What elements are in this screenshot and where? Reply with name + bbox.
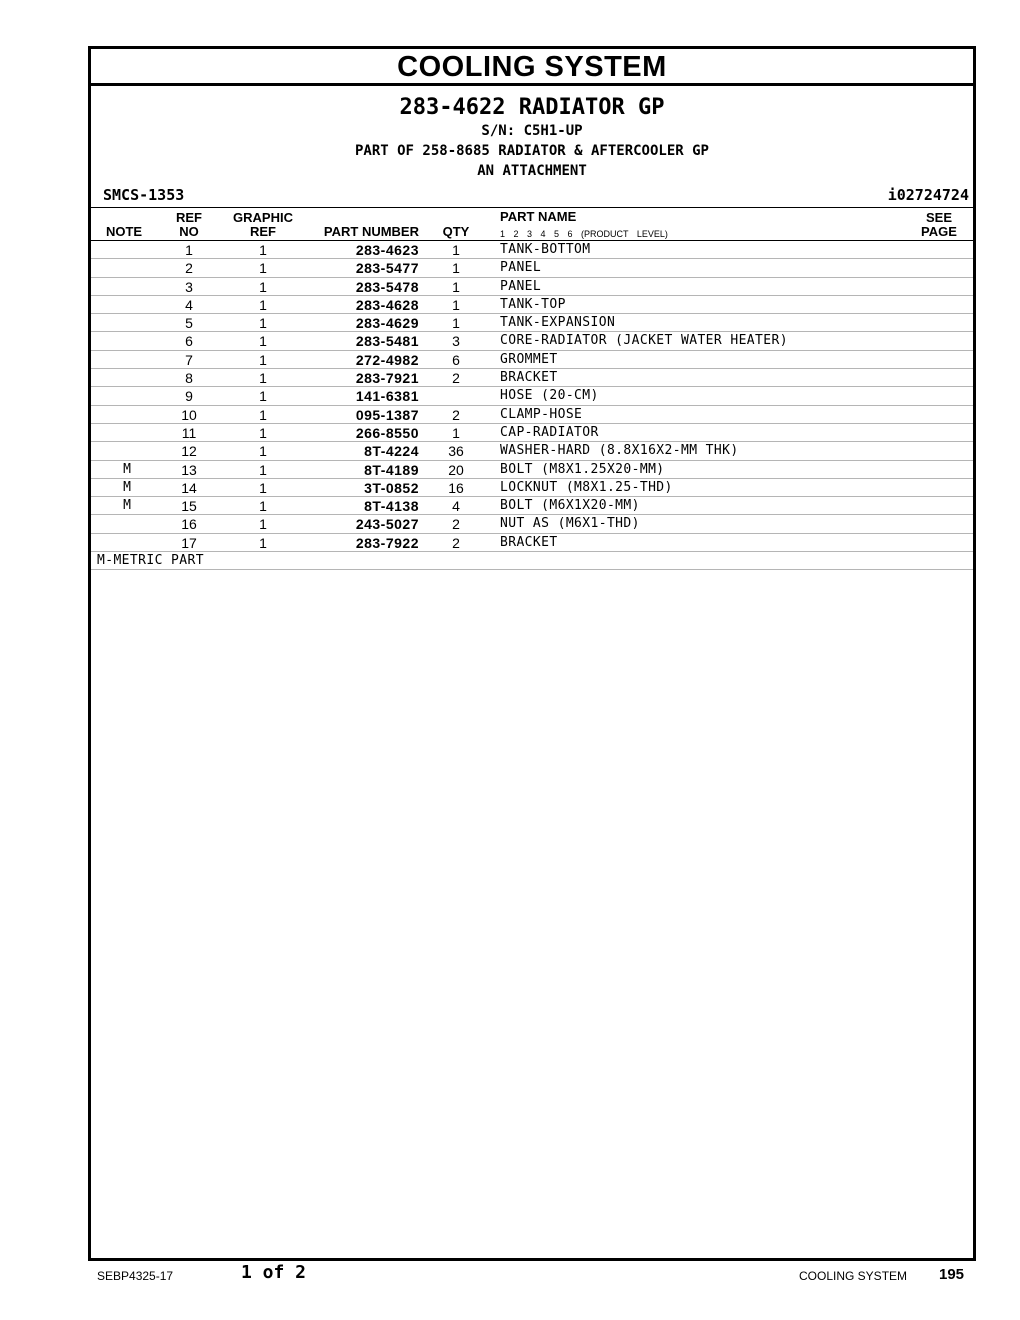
ref-no-cell: 10 bbox=[181, 406, 197, 423]
part-name-cell: PANEL bbox=[500, 278, 542, 294]
serial-number: S/N: C5H1-UP bbox=[481, 123, 583, 139]
part-number-cell: 3T-0852 bbox=[364, 479, 419, 496]
part-name-cell: CAP-RADIATOR bbox=[500, 424, 599, 440]
table-row bbox=[91, 369, 973, 387]
ref-no-cell: 5 bbox=[185, 315, 193, 332]
note-cell: M bbox=[123, 498, 131, 514]
part-name-cell: BRACKET bbox=[500, 534, 558, 550]
part-number-cell: 141-6381 bbox=[355, 388, 419, 405]
part-name-header: PART NAME bbox=[500, 209, 577, 224]
graphic-ref-cell: 1 bbox=[259, 424, 267, 441]
part-name-cell: LOCKNUT (M8X1.25-THD) bbox=[500, 479, 673, 495]
table-row bbox=[91, 406, 973, 424]
table-row bbox=[91, 497, 973, 515]
table-row bbox=[91, 332, 973, 350]
graphic-ref-cell: 1 bbox=[259, 296, 267, 313]
note-cell: M bbox=[123, 461, 131, 477]
table-row bbox=[91, 278, 973, 296]
part-number-header: PART NUMBER bbox=[323, 224, 419, 239]
ref-no-cell: 13 bbox=[181, 461, 197, 478]
part-name-cell: WASHER-HARD (8.8X16X2-MM THK) bbox=[500, 443, 739, 459]
table-row bbox=[91, 351, 973, 369]
graphic-ref-cell: 1 bbox=[259, 498, 267, 515]
table-row bbox=[91, 241, 973, 259]
parts-table bbox=[91, 241, 973, 552]
graphic-ref-cell: 1 bbox=[259, 333, 267, 350]
table-row bbox=[91, 515, 973, 533]
graphic-ref-cell: 1 bbox=[259, 461, 267, 478]
smcs-row bbox=[91, 185, 973, 208]
ref-no-cell: 15 bbox=[181, 498, 197, 515]
product-level-header: 1 2 3 4 5 6 (PRODUCT LEVEL) bbox=[500, 229, 668, 239]
ref-no-cell: 9 bbox=[185, 388, 193, 405]
graphic-ref-cell: 1 bbox=[259, 388, 267, 405]
table-row bbox=[91, 259, 973, 277]
note-cell: M bbox=[123, 479, 131, 495]
footnote-row bbox=[91, 552, 973, 570]
qty-header: QTY bbox=[442, 224, 470, 239]
ref-no-cell: 3 bbox=[185, 278, 193, 295]
table-row bbox=[91, 534, 973, 552]
part-number-cell: 283-5477 bbox=[355, 260, 419, 277]
see-header-bottom: PAGE bbox=[921, 224, 957, 239]
ref-no-cell: 16 bbox=[181, 516, 197, 533]
illustration-id: i02724724 bbox=[887, 186, 969, 204]
graphic-header-bottom: REF bbox=[250, 224, 276, 239]
qty-cell: 1 bbox=[452, 296, 460, 313]
part-number-cell: 283-4623 bbox=[355, 242, 419, 258]
graphic-ref-cell: 1 bbox=[259, 242, 267, 258]
qty-cell: 1 bbox=[452, 260, 460, 277]
part-name-cell: TANK-EXPANSION bbox=[500, 315, 616, 331]
table-row bbox=[91, 461, 973, 479]
ref-no-cell: 12 bbox=[181, 443, 197, 460]
part-number-cell: 283-4628 bbox=[355, 296, 419, 313]
qty-cell: 16 bbox=[448, 479, 464, 496]
graphic-ref-cell: 1 bbox=[259, 370, 267, 387]
ref-no-cell: 8 bbox=[185, 370, 193, 387]
graphic-ref-cell: 1 bbox=[259, 479, 267, 496]
qty-cell: 1 bbox=[452, 315, 460, 332]
table-row bbox=[91, 424, 973, 442]
table-row bbox=[91, 442, 973, 460]
smcs-code: SMCS-1353 bbox=[103, 186, 185, 204]
part-number-cell: 8T-4189 bbox=[364, 461, 419, 478]
part-number-cell: 283-5481 bbox=[355, 333, 419, 350]
part-name-cell: CORE-RADIATOR (JACKET WATER HEATER) bbox=[500, 333, 788, 349]
table-row bbox=[91, 479, 973, 497]
qty-cell: 6 bbox=[452, 351, 460, 368]
ref-header-bottom: NO bbox=[179, 224, 199, 239]
graphic-ref-cell: 1 bbox=[259, 351, 267, 368]
part-name-cell: NUT AS (M6X1-THD) bbox=[500, 516, 640, 532]
group-header bbox=[91, 95, 973, 181]
qty-cell: 20 bbox=[448, 461, 464, 478]
graphic-ref-cell: 1 bbox=[259, 315, 267, 332]
part-name-cell: BRACKET bbox=[500, 370, 558, 386]
part-number-cell: 283-5478 bbox=[355, 278, 419, 295]
see-header-top: SEE bbox=[925, 210, 952, 225]
qty-cell: 2 bbox=[452, 516, 460, 533]
table-row bbox=[91, 296, 973, 314]
table-row bbox=[91, 314, 973, 332]
part-number-cell: 8T-4138 bbox=[364, 498, 419, 515]
part-name-cell: PANEL bbox=[500, 260, 542, 276]
part-name-cell: HOSE (20-CM) bbox=[500, 388, 599, 404]
part-number-cell: 8T-4224 bbox=[364, 443, 419, 460]
qty-cell: 4 bbox=[452, 498, 460, 515]
part-number-cell: 272-4982 bbox=[355, 351, 419, 368]
part-name-cell: BOLT (M6X1X20-MM) bbox=[500, 498, 640, 514]
qty-cell: 1 bbox=[452, 424, 460, 441]
graphic-ref-cell: 1 bbox=[259, 443, 267, 460]
group-title: 283-4622 RADIATOR GP bbox=[399, 95, 665, 120]
graphic-ref-cell: 1 bbox=[259, 516, 267, 533]
graphic-ref-cell: 1 bbox=[259, 260, 267, 277]
page-frame bbox=[88, 46, 976, 1261]
part-name-cell: TANK-TOP bbox=[500, 296, 566, 312]
column-header bbox=[91, 208, 973, 241]
page-footer bbox=[0, 1262, 1020, 1292]
ref-header-top: REF bbox=[176, 210, 202, 225]
part-number-cell: 266-8550 bbox=[355, 424, 419, 441]
page-of-indicator: 1 of 2 bbox=[241, 1262, 307, 1283]
part-number-cell: 283-4629 bbox=[355, 315, 419, 332]
metric-footnote: M-METRIC PART bbox=[97, 553, 204, 569]
graphic-ref-cell: 1 bbox=[259, 534, 267, 551]
qty-cell: 2 bbox=[452, 406, 460, 423]
part-number-cell: 243-5027 bbox=[355, 516, 419, 533]
footer-section-name: COOLING SYSTEM bbox=[799, 1269, 908, 1283]
part-name-cell: GROMMET bbox=[500, 351, 558, 367]
qty-cell: 1 bbox=[452, 278, 460, 295]
qty-cell: 1 bbox=[452, 242, 460, 258]
part-number-cell: 095-1387 bbox=[355, 406, 419, 423]
part-name-cell: BOLT (M8X1.25X20-MM) bbox=[500, 461, 665, 477]
section-title: COOLING SYSTEM bbox=[91, 49, 973, 86]
ref-no-cell: 2 bbox=[185, 260, 193, 277]
graphic-ref-cell: 1 bbox=[259, 278, 267, 295]
ref-no-cell: 4 bbox=[185, 296, 193, 313]
ref-no-cell: 1 bbox=[185, 242, 193, 258]
ref-no-cell: 11 bbox=[181, 424, 197, 441]
document-id: SEBP4325-17 bbox=[97, 1269, 174, 1283]
part-number-cell: 283-7922 bbox=[355, 534, 419, 551]
note-header: NOTE bbox=[105, 224, 143, 239]
graphic-header-top: GRAPHIC bbox=[233, 210, 293, 225]
qty-cell: 2 bbox=[452, 370, 460, 387]
part-of-line: PART OF 258-8685 RADIATOR & AFTERCOOLER GP bbox=[354, 143, 709, 159]
qty-cell: 36 bbox=[448, 443, 464, 460]
ref-no-cell: 7 bbox=[185, 351, 193, 368]
ref-no-cell: 14 bbox=[181, 479, 197, 496]
ref-no-cell: 6 bbox=[185, 333, 193, 350]
part-name-cell: TANK-BOTTOM bbox=[500, 242, 591, 257]
part-name-cell: CLAMP-HOSE bbox=[500, 406, 583, 422]
qty-cell: 3 bbox=[452, 333, 460, 350]
table-row bbox=[91, 387, 973, 405]
ref-no-cell: 17 bbox=[181, 534, 197, 551]
part-number-cell: 283-7921 bbox=[355, 370, 419, 387]
page-number: 195 bbox=[939, 1266, 965, 1283]
graphic-ref-cell: 1 bbox=[259, 406, 267, 423]
attachment-line: AN ATTACHMENT bbox=[477, 163, 587, 179]
qty-cell: 2 bbox=[452, 534, 460, 551]
